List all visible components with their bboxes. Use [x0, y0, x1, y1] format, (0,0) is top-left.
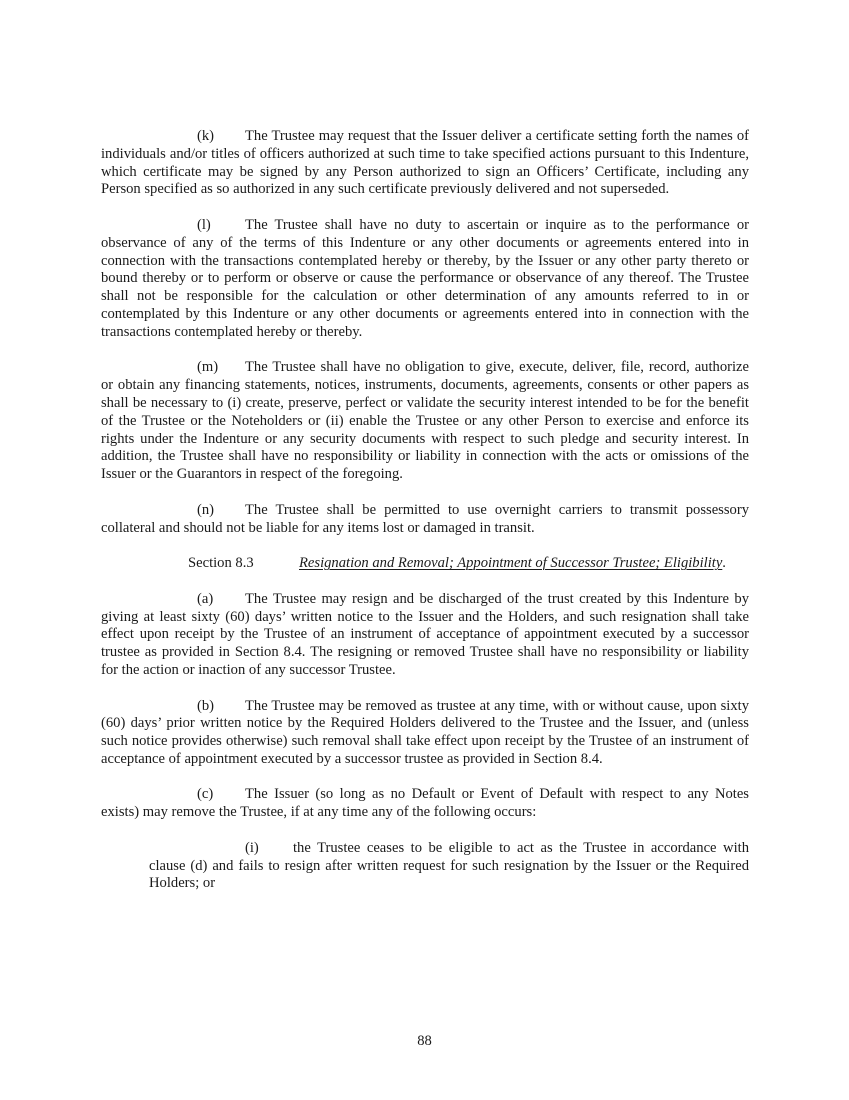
paragraph-text: The Trustee shall have no duty to ascertain or inquire as to the performance or observance of any of the terms of this Indenture or any other documents or agreements entered into in connection with the transactions contemplated hereby or thereby, by the Issuer or any other party thereto or bound thereby or to perform or observe or cause the performance or observance of any thereof. The Trustee shall not be responsible for the calculation or other determination of any amounts referred to in or contemplated by this Indenture or any other documents or agreements entered into in connection with the transactions contemplated hereby or thereby.: [101, 216, 749, 340]
section-number: Section 8.3: [188, 555, 254, 572]
paragraph-label: (k): [197, 128, 215, 144]
paragraph-label: (a): [197, 590, 214, 607]
paragraph-l: [101, 217, 749, 342]
paragraph-text: The Trustee may request that the Issuer deliver a certificate setting forth the names of individuals and/or titles of officers authorized at such time to take specified actions pursuant to this Indenture, which certificate may be signed by any Person authorized to sign an Officers’ Certificate, including any Person specified as so authorized in any such certificate previously delivered and not superseded.: [101, 128, 749, 198]
paragraph-n: [101, 502, 749, 538]
paragraph-label: (c): [197, 786, 214, 803]
paragraph-text: The Trustee may be removed as trustee at any time, with or without cause, upon sixty (60) days’ prior written notice by the Required Holders delivered to the Trustee and the Issuer, and (unless such notice provides otherwise) such removal shall take effect upon receipt by the Trustee of an instrument of acceptance of appointment executed by a successor trustee as provided in Section 8.4.: [101, 697, 749, 767]
section-paragraph-a: [101, 591, 749, 680]
subparagraph-label: (i): [245, 839, 259, 856]
paragraph-text: The Issuer (so long as no Default or Event of Default with respect to any Notes exists) may remove the Trustee, if at any time any of the following occurs:: [101, 786, 749, 821]
paragraph-k: [101, 128, 749, 199]
paragraph-text: The Trustee may resign and be discharged of the trust created by this Indenture by giving at least sixty (60) days’ written notice to the Issuer and the Holders, and such resignation shall take effect upon receipt by the Trustee of an instrument of acceptance of appointment executed by a successor trustee as provided in Section 8.4. The resigning or removed Trustee shall have no responsibility or liability for the action or inaction of any successor Trustee.: [101, 590, 749, 678]
paragraph-label: (l): [197, 216, 211, 233]
paragraph-text: The Trustee shall have no obligation to give, execute, deliver, file, record, authorize or obtain any financing statements, notices, instruments, documents, agreements, consents or other papers as shall be necessary to (i) create, preserve, perfect or validate the security interest intended to be for the benefit of the Trustee or the Noteholders or (ii) enable the Trustee or any other Person to exercise and enforce its rights under the Indenture or any security documents with respect to such pledge and security interest. In addition, the Trustee shall have no responsibility or liability in connection with the acts or omissions of the Issuer or the Guarantors in respect of the foregoing.: [101, 359, 749, 483]
section-paragraph-c: [101, 786, 749, 822]
section-paragraph-b: [101, 698, 749, 769]
section-title-suffix: .: [722, 555, 726, 572]
section-title: Resignation and Removal; Appointment of Successor Trustee; Eligibility: [299, 555, 723, 572]
section-heading: [101, 555, 749, 573]
paragraph-label: (n): [197, 501, 215, 518]
page-number: 88: [417, 1033, 432, 1049]
paragraph-label: (b): [197, 697, 215, 714]
subparagraph-text: the Trustee ceases to be eligible to act as the Trustee in accordance with clause (d) and fails to resign after written request for such resignation by the Issuer or the Required Holders; or: [149, 839, 749, 892]
paragraph-m: [101, 359, 749, 484]
document-body: [101, 128, 749, 893]
subparagraph-i: [149, 840, 749, 893]
paragraph-label: (m): [197, 359, 219, 376]
paragraph-text: The Trustee shall be permitted to use overnight carriers to transmit possessory collateral and should not be liable for any items lost or damaged in transit.: [101, 501, 749, 536]
